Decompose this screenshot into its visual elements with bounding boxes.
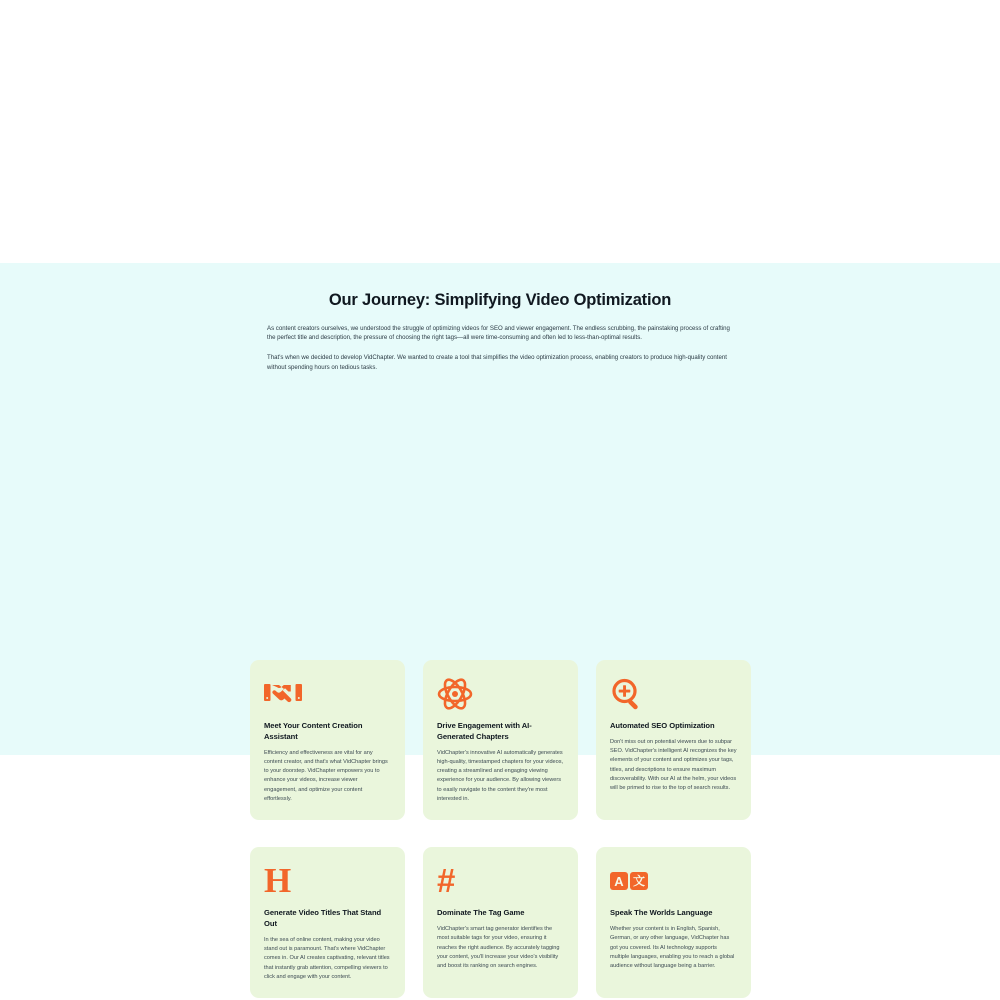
card-body: VidChapter's smart tag generator identifies the most suitable tags for your video, ensuring it reaches the right audience. By accurately tagging your content, you'll increase your video's visibility and boost its ranking on search engines. [437,926,560,970]
intro-paragraph-1: As content creators ourselves, we understood the struggle of optimizing videos for SEO and viewer engagement. The endless scrubbing, the painstaking process of crafting the perfect title and description, the pressure of choosing the right tags—all were time-consuming and often led to less-than-optimal results. [267,324,730,342]
card-title: Automated SEO Optimization [610,721,715,730]
feature-card[interactable] [250,660,405,820]
card-title: Generate Video Titles That Stand Out [264,908,382,929]
heading-h-glyph: H [264,861,291,901]
card-title: Speak The Worlds Language [610,908,713,918]
hashtag-icon [437,862,564,900]
intro-paragraph-2: That's when we decided to develop VidChapter. We wanted to create a tool that simplifies the video optimization process, enabling creators to produce high-quality content without spending hours on tedious tasks. [267,354,727,372]
card-body: Don't miss out on potential viewers due to subpar SEO. VidChapter's intelligent AI recognizes the key elements of your content and optimizes your tags, titles, and descriptions to ensure maximum discoverability. With our AI at the helm, your videos will be primed to rise to the top of search results. [610,738,737,792]
journey-header [250,263,750,373]
intro-paragraphs [250,324,750,373]
atom-icon [437,675,564,713]
journey-section [0,263,1000,980]
hashtag-glyph: # [437,862,455,900]
card-title: Dominate The Tag Game [437,908,525,918]
page-title: Our Journey: Simplifying Video Optimization [328,291,672,309]
card-body: In the sea of online content, making your video stand out is paramount. That's where VidChapter comes in. Our AI creates captivating, relevant titles that instantly grab attention, compelling viewers to click and engage with your content. [264,936,390,980]
feature-card[interactable] [250,847,405,998]
handshake-icon [264,675,391,713]
card-body: Efficiency and effectiveness are vital for any content creator, and that's what VidChapter brings to your doorstep. VidChapter empowers you to enhance your videos, increase viewer engagement, and optimize your content effortlessly. [264,749,388,802]
feature-card[interactable] [596,660,751,820]
translate-cjk-glyph: 文 [630,872,648,890]
feature-card[interactable] [423,847,578,998]
zoom-in-icon [610,675,737,713]
translate-latin-glyph: A [610,872,628,890]
feature-card-grid [250,660,750,998]
card-body: Whether your content is in English, Spanish, German, or any other language, VidChapter has got you covered. Its AI technology supports multiple languages, enabling you to reach a global audience without language being a barrier. [610,926,735,970]
card-body: VidChapter's innovative AI automatically generates high-quality, timestamped chapters for your videos, creating a streamlined and engaging viewing experience for your audience. By allowing viewers to easily navigate to the content they're most interested in. [437,749,564,802]
feature-card[interactable] [423,660,578,820]
card-title: Drive Engagement with AI-Generated Chapters [437,721,532,741]
card-title: Meet Your Content Creation Assistant [264,721,363,741]
feature-card[interactable] [596,847,751,998]
translate-icon [610,862,737,900]
heading-h-icon [264,862,391,900]
